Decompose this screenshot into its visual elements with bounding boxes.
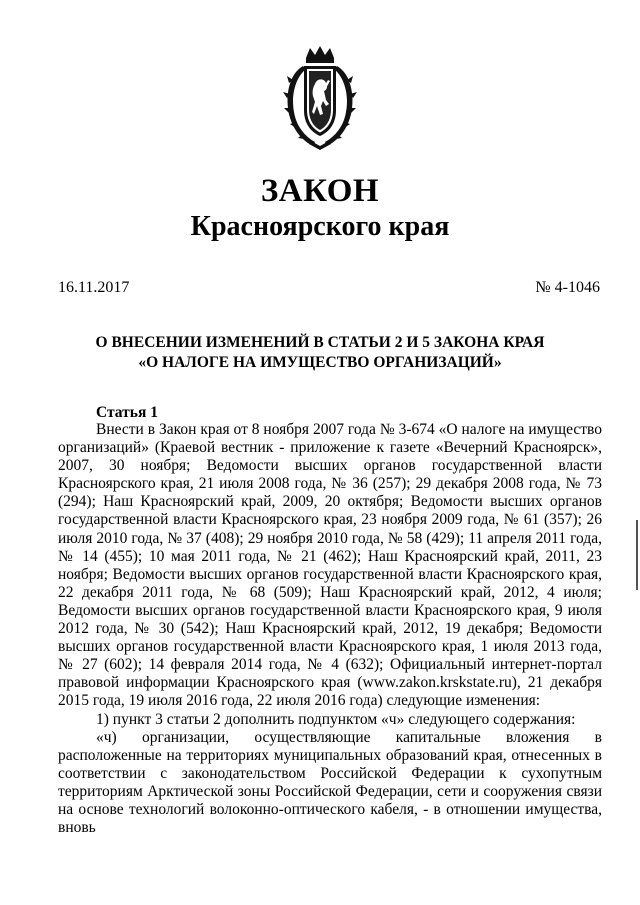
law-heading bbox=[0, 333, 640, 373]
article-title: Статья 1 bbox=[96, 404, 158, 421]
law-heading-line: О ВНЕСЕНИИ ИЗМЕНЕНИЙ В СТАТЬИ 2 И 5 ЗАКОНА КРАЯ bbox=[95, 334, 545, 351]
document-date: 16.11.2017 bbox=[58, 279, 130, 296]
article-body bbox=[58, 421, 602, 837]
document-number: № 4-1046 bbox=[535, 279, 600, 296]
document-subtitle: Красноярского края bbox=[190, 211, 450, 242]
paragraph: «ч) организации, осуществляющие капитальные вложения в расположенные на территориях муниципальных образований края, отнесенных в соответствии с законодательством Российской Федерации к сухопутным территориям Арктической зоны Российской Федерации, сети и сооружения связи на основе технологий волоконно-оптического кабеля, - в отношении имущества, вновь bbox=[58, 728, 602, 837]
coat-of-arms-icon bbox=[279, 44, 361, 152]
paragraph: Внести в Закон края от 8 ноября 2007 года № 3-674 «О налоге на имущество организаций» (Краевой вестник - приложение к газете «Вечерний Красноярск», 2007, 30 ноября; Ведомости высших органов государственной власти Красноярского края, 21 июля 2008 года, № 36 (257); 29 декабря 2008 года, № 73 (294); Наш Красноярский край, 2009, 20 октября; Ведомости высших органов государственной власти Красноярского края, 23 ноября 2009 года, № 61 (357); 26 июля 2010 года, № 37 (408); 29 ноября 2010 года, № 58 (429); 11 апреля 2011 года, № 14 (455); 10 мая 2011 года, № 21 (462); Наш Красноярский край, 2011, 23 ноября; Ведомости высших органов государственной власти Красноярского края, 22 декабря 2011 года, № 68 (509); Наш Красноярский край, 2012, 4 июля; Ведомости высших органов государственной власти Красноярского края, 9 июля 2012 года, № 30 (542); Наш Красноярский край, 2012, 19 декабря; Ведомости высших органов государственной власти Красноярского края, 1 июля 2013 года, № 27 (602); 14 февраля 2014 года, № 4 (632); Официальный интернет-портал правовой информации Красноярского края (www.zakon.krskstate.ru), 21 декабря 2015 года, 19 июля 2016 года, 22 июля 2016 года) следующие изменения: bbox=[58, 421, 602, 710]
scan-margin-mark bbox=[636, 520, 638, 590]
law-heading-line: «О НАЛОГЕ НА ИМУЩЕСТВО ОРГАНИЗАЦИЙ» bbox=[138, 354, 502, 371]
paragraph: 1) пункт 3 статьи 2 дополнить подпунктом «ч» следующего содержания: bbox=[96, 710, 576, 728]
document-title: ЗАКОН bbox=[260, 173, 380, 209]
